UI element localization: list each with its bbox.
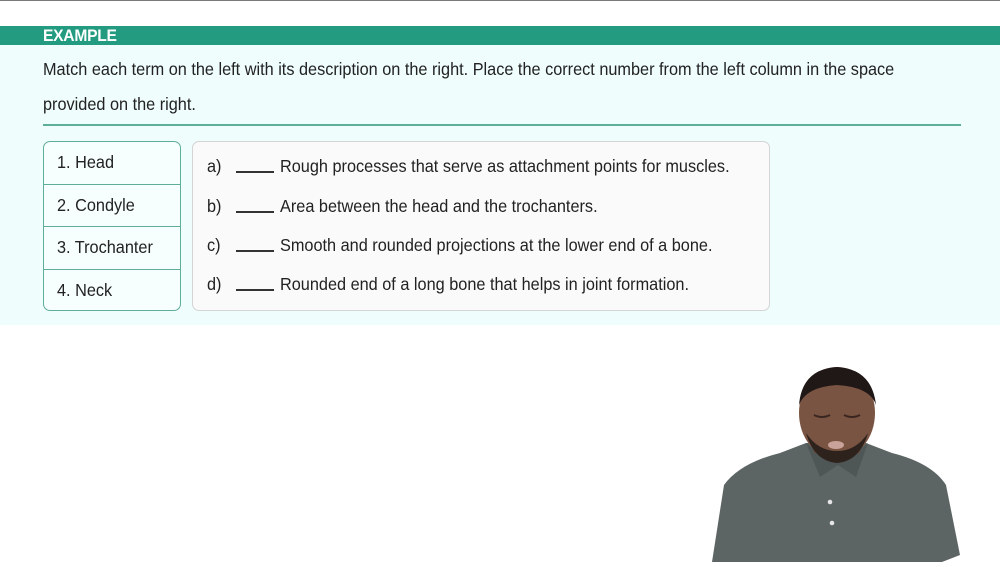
answer-blank xyxy=(236,171,274,173)
description-letter: c) xyxy=(207,235,221,255)
answer-blank xyxy=(236,289,274,291)
description-letter: d) xyxy=(207,274,222,294)
term-label: 1. Head xyxy=(57,152,115,172)
description-letter: b) xyxy=(207,196,222,216)
description-text: Area between the head and the trochanters. xyxy=(280,196,598,216)
example-banner xyxy=(0,26,1000,45)
term-label: 4. Neck xyxy=(57,279,113,300)
answer-blank xyxy=(236,211,274,213)
term-item xyxy=(44,185,180,228)
term-item xyxy=(44,270,180,312)
description-text: Smooth and rounded projections at the lower end of a bone. xyxy=(280,235,713,255)
term-label: 3. Trochanter xyxy=(57,237,153,257)
term-label: 2. Condyle xyxy=(57,194,135,215)
instructions-text: Match each term on the left with its description on the right. Place the correct number from the left column in the space provided on the right. xyxy=(43,59,895,114)
description-letter: a) xyxy=(207,156,222,176)
divider xyxy=(43,124,961,126)
presenter-icon xyxy=(710,365,960,562)
terms-column xyxy=(43,141,181,311)
presenter-video xyxy=(710,365,960,562)
term-item xyxy=(44,227,180,270)
top-rule xyxy=(0,0,1000,1)
description-text: Rounded end of a long bone that helps in joint formation. xyxy=(280,274,689,294)
example-label: EXAMPLE xyxy=(43,26,117,45)
answer-blank xyxy=(236,250,274,252)
description-text: Rough processes that serve as attachment points for muscles. xyxy=(280,156,730,176)
descriptions-column xyxy=(192,141,770,311)
term-item xyxy=(44,142,180,185)
